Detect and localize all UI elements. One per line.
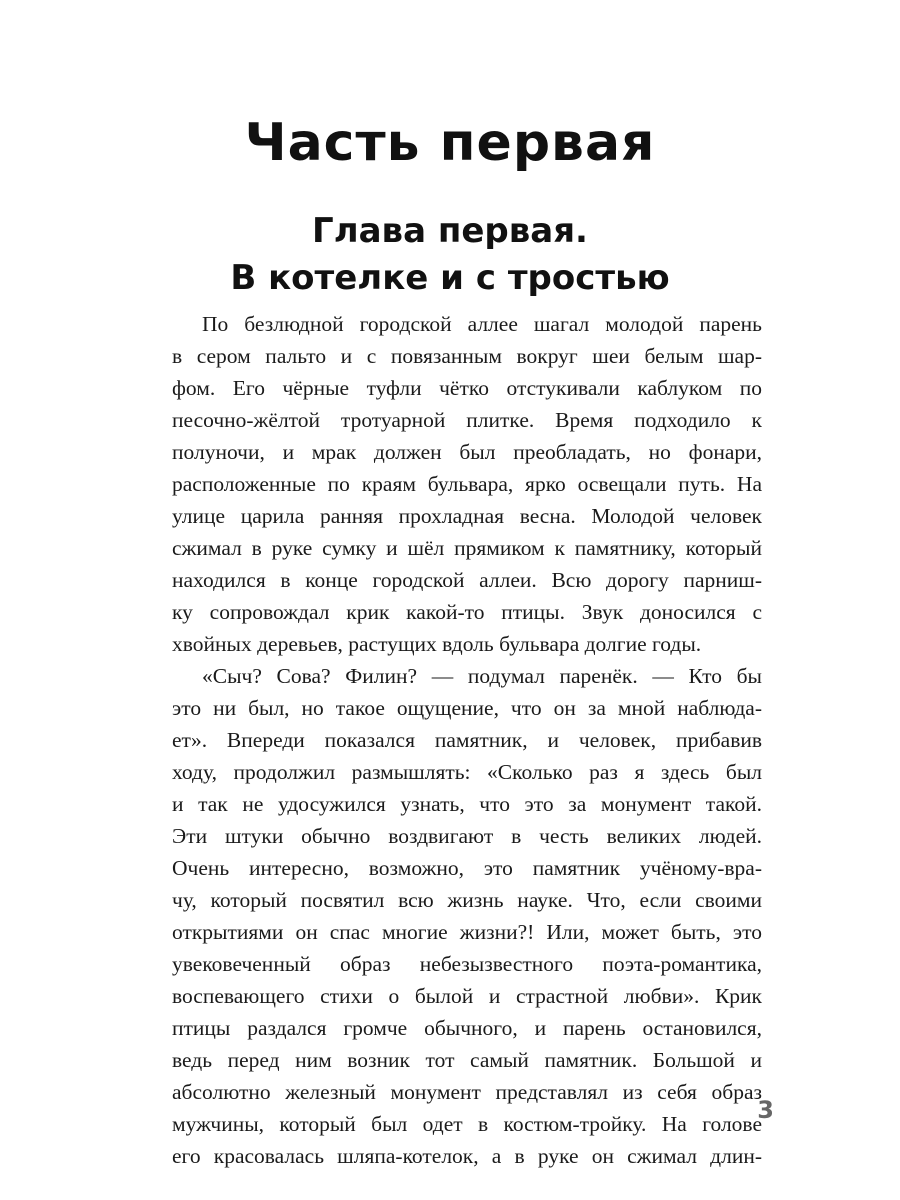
text-line: фом. Его чёрные туфли чётко отстукивали каблуком по — [172, 376, 762, 400]
text-line: воспевающего стихи о былой и страстной любви». Крик — [172, 984, 762, 1008]
text-line: песочно-жёлтой тротуарной плитке. Время подходило к — [172, 408, 762, 432]
text-line: находился в конце городской аллеи. Всю дорогу парниш- — [172, 568, 762, 592]
page-number: 3 — [757, 1096, 774, 1124]
text-line: ведь перед ним возник тот самый памятник. Большой и — [172, 1048, 762, 1072]
text-line: ходу, продолжил размышлять: «Сколько раз я здесь был — [172, 760, 762, 784]
text-line: сжимал в руке сумку и шёл прямиком к памятнику, который — [172, 536, 762, 560]
text-line: птицы раздался громче обычного, и парень остановился, — [172, 1016, 762, 1040]
chapter-title — [0, 208, 900, 302]
text-line: абсолютно железный монумент представлял из себя образ — [172, 1080, 762, 1104]
text-line: Эти штуки обычно воздвигают в честь великих людей. — [172, 824, 762, 848]
text-line: Очень интересно, возможно, это памятник учёному-вра- — [172, 856, 762, 880]
text-line: в сером пальто и с повязанным вокруг шеи белым шар- — [172, 344, 762, 368]
text-line: хвойных деревьев, растущих вдоль бульвара долгие годы. — [172, 632, 702, 656]
text-line: «Сыч? Сова? Филин? — подумал паренёк. — Кто бы — [202, 664, 762, 688]
text-line: ет». Впереди показался памятник, и человек, прибавив — [172, 728, 762, 752]
part-title: Часть первая — [244, 113, 656, 173]
text-line: увековеченный образ небезызвестного поэта-романтика, — [172, 952, 762, 976]
text-line: это ни был, но такое ощущение, что он за мной наблюда- — [172, 696, 762, 720]
text-line: мужчины, который был одет в костюм-тройку. На голове — [172, 1112, 762, 1136]
text-line: полуночи, и мрак должен был преобладать, но фонари, — [172, 440, 762, 464]
text-line: расположенные по краям бульвара, ярко освещали путь. На — [172, 472, 762, 496]
chapter-title-line-2: В котелке и с тростью — [230, 258, 670, 298]
text-line: улице царила ранняя прохладная весна. Молодой человек — [172, 504, 762, 528]
text-line: открытиями он спас многие жизни?! Или, может быть, это — [172, 920, 762, 944]
text-line: ку сопровождал крик какой-то птицы. Звук доносился с — [172, 600, 762, 624]
body-text — [172, 308, 762, 1172]
text-line: его красовалась шляпа-котелок, а в руке он сжимал длин- — [172, 1144, 762, 1168]
text-line: По безлюдной городской аллее шагал молодой парень — [202, 312, 762, 336]
text-line: и так не удосужился узнать, что это за монумент такой. — [172, 792, 762, 816]
text-line: чу, который посвятил всю жизнь науке. Что, если своими — [172, 888, 762, 912]
chapter-title-line-1: Глава первая. — [312, 211, 588, 251]
